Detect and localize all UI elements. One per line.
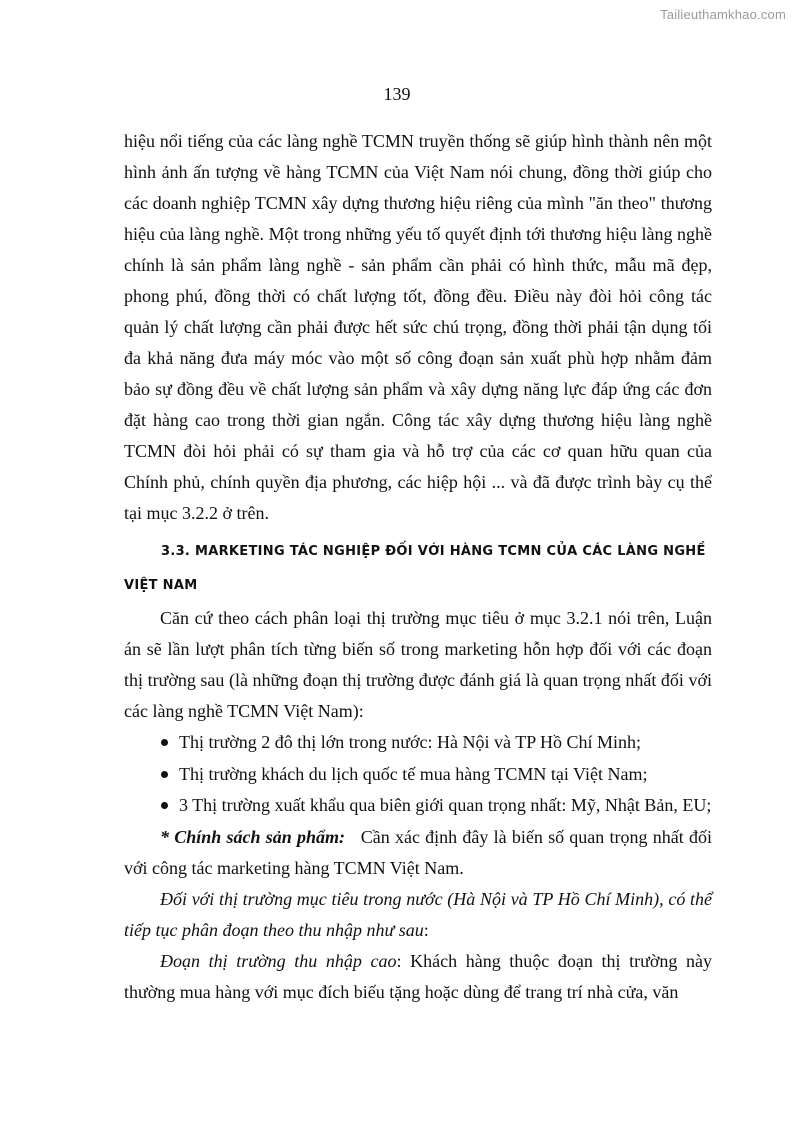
high-income-text: : Khách hàng thuộc đoạn thị trường này thường mua hàng với mục đích biếu tặng hoặc dùng để trang trí nhà cửa, văn [124,950,713,1002]
page-number: 139 [383,84,411,104]
high-income-label: Đoạn thị trường thu nhập cao [160,950,397,971]
paragraph-domestic-market [124,884,712,946]
list-item [124,790,712,822]
page-content [124,126,712,1008]
section-heading-line-1: 3.3. MARKETING TÁC NGHIỆP ĐỐI VỚI HÀNG TCMN CỦA CÁC LÀNG NGHỀ [161,544,706,559]
watermark: Tailieuthamkhao.com [660,7,786,22]
product-policy-label: * Chính sách sản phẩm: [160,826,346,847]
product-policy-text: Cần xác định đây là biến số quan trọng nhất đối với công tác marketing hàng TCMN Việt Nam. [124,826,712,878]
bullet-icon [161,802,168,809]
list-item [124,727,712,759]
paragraph-market-segments: Căn cứ theo cách phân loại thị trường mục tiêu ở mục 3.2.1 nói trên, Luận án sẽ lần lượt phân tích từng biến số trong marketing hỗn hợp đối với các đoạn thị trường sau (là những đoạn thị trường được đánh giá là quan trọng nhất đối với các làng nghề TCMN Việt Nam): [124,608,712,721]
paragraph-product-policy [124,822,712,884]
list-item-text: Thị trường 2 đô thị lớn trong nước: Hà Nội và TP Hồ Chí Minh; [179,732,642,752]
market-segment-list [124,727,712,822]
list-item-text: Thị trường khách du lịch quốc tế mua hàng TCMN tại Việt Nam; [179,763,648,784]
domestic-market-colon: : [423,919,429,940]
section-heading [124,535,712,603]
section-heading-line-2: VIỆT NAM [124,578,198,593]
domestic-market-text: Đối với thị trường mục tiêu trong nước (Hà Nội và TP Hồ Chí Minh), có thể tiếp tục phân đoạn theo thu nhập như sau [124,888,712,940]
paragraph-brand-building: hiệu nổi tiếng của các làng nghề TCMN truyền thống sẽ giúp hình thành nên một hình ảnh ấn tượng về hàng TCMN của Việt Nam nói chung, đồng thời giúp cho các doanh nghiệp TCMN xây dựng thương hiệu riêng của mình "ăn theo" thương hiệu của làng nghề. Một trong những yếu tố quyết định tới thương hiệu làng nghề chính là sản phẩm làng nghề - sản phẩm cần phải có hình thức, mẫu mã đẹp, phong phú, đồng thời có chất lượng tốt, đồng đều. Điều này đòi hỏi công tác quản lý chất lượng cần phải được hết sức chú trọng, đồng thời phải tận dụng tối đa khả năng đưa máy móc vào một số công đoạn sản xuất phù hợp nhằm đảm bảo sự đồng đều về chất lượng sản phẩm và xây dựng năng lực đáp ứng các đơn đặt hàng cao trong thời gian ngắn. Công tác xây dựng thương hiệu làng nghề TCMN đòi hỏi phải có sự tham gia và hỗ trợ của các cơ quan hữu quan của Chính phủ, chính quyền địa phương, các hiệp hội ... và đã được trình bày cụ thể tại mục 3.2.2 ở trên. [124,131,712,523]
list-item [124,759,712,791]
bullet-icon [161,739,168,746]
bullet-icon [161,771,168,778]
paragraph-high-income [124,946,712,1008]
list-item-text: 3 Thị trường xuất khẩu qua biên giới quan trọng nhất: Mỹ, Nhật Bản, EU; [179,795,712,815]
